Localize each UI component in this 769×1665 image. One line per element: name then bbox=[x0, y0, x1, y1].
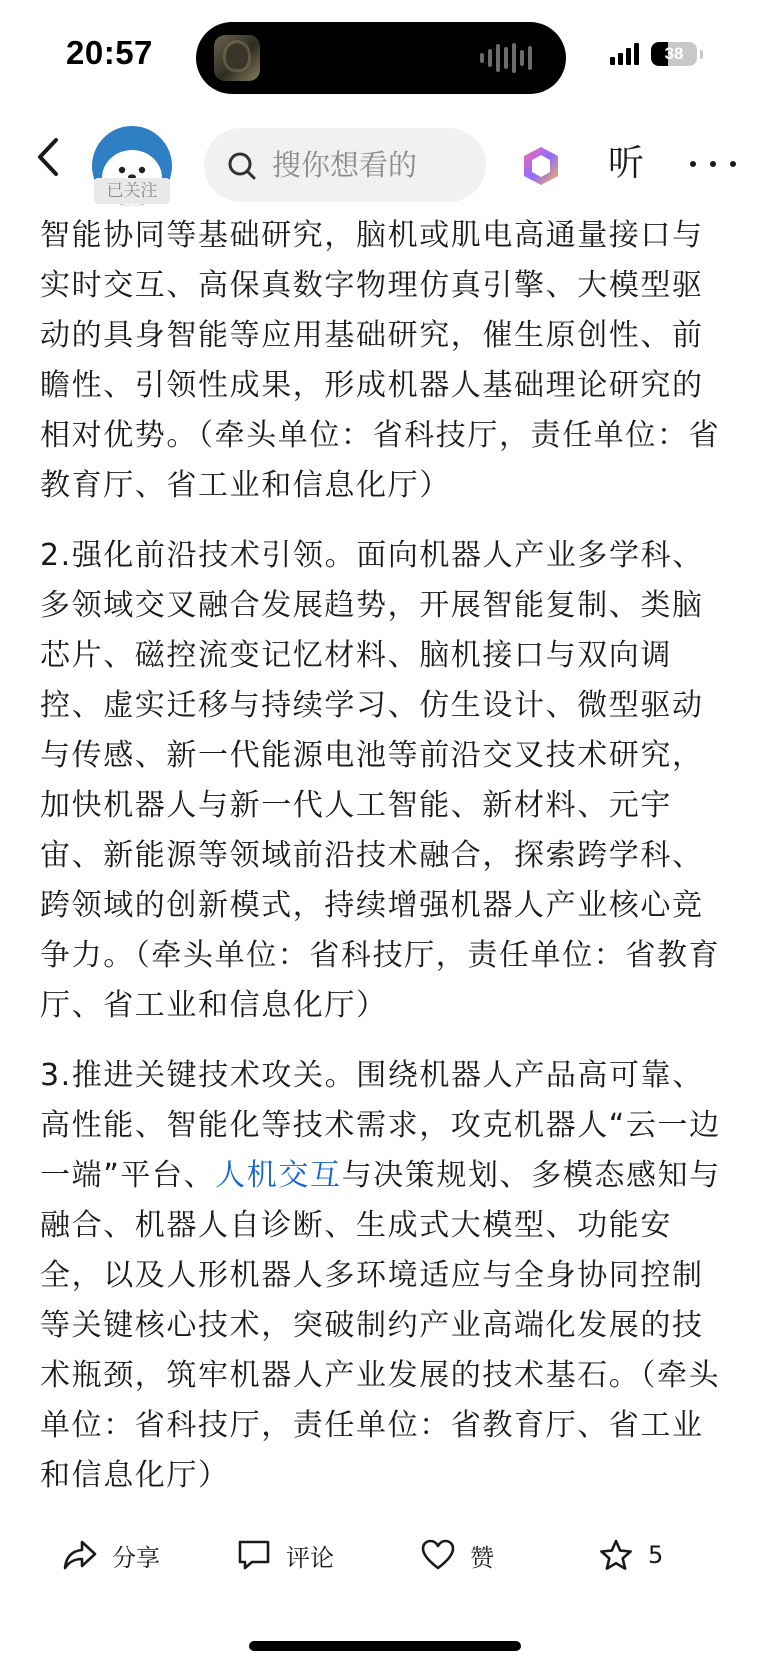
status-bar bbox=[0, 0, 769, 110]
article-paragraph: 智能协同等基础研究，脑机或肌电高通量接口与实时交互、高保真数字物理仿真引擎、大模型驱动的具身智能等应用基础研究，催生原创性、前瞻性、引领性成果，形成机器人基础理论研究的相对优势。（牵头单位：省科技厅，责任单位：省教育厅、省工业和信息化厅） bbox=[40, 218, 721, 503]
article-body bbox=[40, 211, 730, 1491]
followed-badge[interactable]: 已关注 bbox=[94, 178, 170, 204]
comment-icon bbox=[236, 1538, 272, 1572]
status-time: 20:57 bbox=[66, 34, 153, 71]
like-label: 赞 bbox=[470, 1543, 494, 1572]
battery-cap bbox=[700, 50, 703, 59]
heart-icon bbox=[420, 1538, 456, 1572]
chevron-left-icon bbox=[30, 132, 70, 182]
dynamic-island[interactable] bbox=[196, 22, 566, 94]
favorite-button[interactable] bbox=[598, 1515, 663, 1595]
battery-icon bbox=[651, 42, 697, 66]
cellular-signal-icon bbox=[610, 43, 639, 65]
like-button[interactable] bbox=[420, 1515, 494, 1595]
bottom-action-bar bbox=[0, 1515, 769, 1595]
author-avatar-group[interactable] bbox=[92, 126, 172, 204]
comment-label: 评论 bbox=[286, 1543, 334, 1572]
comment-button[interactable] bbox=[236, 1515, 334, 1595]
paragraph-text: 与决策规划、多模态感知与融合、机器人自诊断、生成式大模型、功能安全，以及人形机器人多环境适应与全身协同控制等关键核心技术，突破制约产业高端化发展的技术瓶颈，筑牢机器人产业发展的技术基石。（牵头单位：省科技厅，责任单位：省教育厅、省工业和信息化厅） bbox=[40, 1158, 721, 1491]
share-button[interactable] bbox=[62, 1515, 160, 1595]
top-nav-bar bbox=[0, 112, 769, 208]
share-icon bbox=[62, 1538, 98, 1572]
back-button[interactable] bbox=[30, 132, 70, 182]
listen-button[interactable]: 听 bbox=[608, 143, 645, 184]
status-indicators bbox=[610, 42, 703, 66]
star-icon bbox=[598, 1538, 634, 1572]
share-label: 分享 bbox=[112, 1543, 160, 1572]
search-input[interactable] bbox=[204, 128, 486, 202]
search-icon bbox=[226, 150, 258, 182]
article-paragraph bbox=[40, 1051, 730, 1491]
article-paragraph: 2.强化前沿技术引领。面向机器人产业多学科、多领域交叉融合发展趋势，开展智能复制、类脑芯片、磁控流变记忆材料、脑机接口与双向调控、虚实迁移与持续学习、仿生设计、微型驱动与传感、新一代能源电池等前沿交叉技术研究，加快机器人与新一代人工智能、新材料、元宇宙、新能源等领域前沿技术融合，探索跨学科、跨领域的创新模式，持续增强机器人产业核心竞争力。（牵头单位：省科技厅，责任单位：省教育厅、省工业和信息化厅） bbox=[40, 538, 721, 1023]
audio-waveform-icon bbox=[480, 42, 532, 74]
search-placeholder: 搜你想看的 bbox=[272, 148, 418, 182]
more-options-icon[interactable] bbox=[690, 140, 736, 188]
paragraph-text: 3.推进关键技术攻关。围绕机器人产品高可靠、高性能、智能化等技术需求，攻克机器人“云一边一端”平台、 bbox=[40, 1058, 721, 1193]
battery-percentage: 38 bbox=[664, 44, 684, 63]
keyword-link[interactable]: 人机交互 bbox=[215, 1158, 342, 1193]
ai-assistant-icon[interactable] bbox=[520, 145, 562, 187]
now-playing-thumbnail bbox=[214, 35, 260, 81]
home-indicator[interactable] bbox=[249, 1641, 521, 1651]
favorite-count: 5 bbox=[648, 1541, 664, 1569]
